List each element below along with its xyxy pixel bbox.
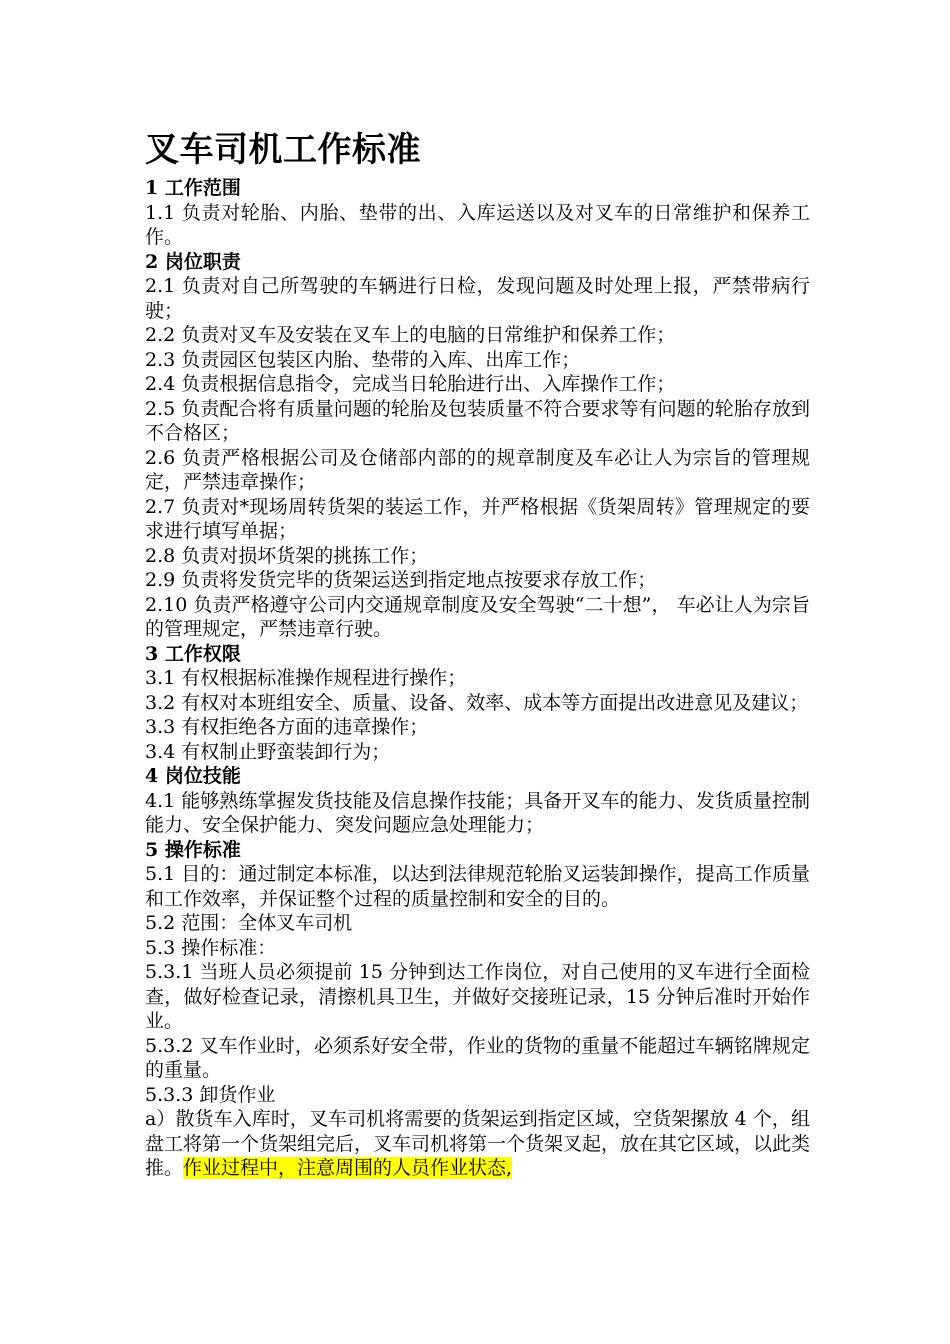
paragraph: 2.10 负责严格遵守公司内交通规章制度及安全驾驶“二十想”， 车必让人为宗旨的管理规定，严禁违章行驶。 <box>145 593 810 640</box>
paragraph: 5.1 目的：通过制定本标准，以达到法律规范轮胎叉运装卸操作，提高工作质量和工作效率，并保证整个过程的质量控制和安全的目的。 <box>145 863 810 910</box>
paragraph: 5.3 操作标准： <box>145 936 277 959</box>
highlighted-text: 作业过程中，注意周围的人员作业状态, <box>183 1157 513 1179</box>
section-heading: 3 工作权限 <box>145 642 241 665</box>
paragraph: 5.3.1 当班人员必须提前 15 分钟到达工作岗位，对自己使用的叉车进行全面检查，做好检查记录，清擦机具卫生，并做好交接班记录，15 分钟后准时开始作业。 <box>145 961 810 1032</box>
section-heading: 5 操作标准 <box>145 838 241 861</box>
paragraph: 2.9 负责将发货完毕的货架运送到指定地点按要求存放工作； <box>145 569 657 591</box>
section-heading: 2 岗位职责 <box>145 250 241 273</box>
paragraph-with-highlight <box>145 1107 810 1181</box>
paragraph: 2.7 负责对*现场周转货架的装运工作，并严格根据《货架周转》管理规定的要求进行填写单据； <box>145 495 810 542</box>
paragraph: 2.5 负责配合将有质量问题的轮胎及包装质量不符合要求等有问题的轮胎存放到不合格区； <box>145 397 810 444</box>
section-heading: 1 工作范围 <box>145 177 241 199</box>
section-heading: 4 岗位技能 <box>145 765 241 787</box>
paragraph: 2.4 负责根据信息指令，完成当日轮胎进行出、入库操作工作； <box>145 373 676 395</box>
document-page <box>145 128 810 1181</box>
paragraph: 1.1 负责对轮胎、内胎、垫带的出、入库运送以及对叉车的日常维护和保养工作。 <box>145 201 810 248</box>
paragraph: 2.8 负责对损坏货架的挑拣工作； <box>145 544 429 567</box>
paragraph: 3.3 有权拒绝各方面的违章操作； <box>145 716 429 738</box>
paragraph: 3.4 有权制止野蛮装卸行为； <box>145 740 391 763</box>
paragraph: 2.3 负责园区包装区内胎、垫带的入库、出库工作； <box>145 348 581 371</box>
paragraph: 2.1 负责对自己所驾驶的车辆进行日检，发现问题及时处理上报，严禁带病行驶； <box>145 275 810 322</box>
paragraph: 5.3.3 卸货作业 <box>145 1083 276 1106</box>
paragraph: 2.6 负责严格根据公司及仓储部内部的的规章制度及车必让人为宗旨的管理规定，严禁违章操作； <box>145 446 810 493</box>
paragraph: 3.2 有权对本班组安全、质量、设备、效率、成本等方面提出改进意见及建议； <box>145 691 809 714</box>
paragraph: 3.1 有权根据标准操作规程进行操作； <box>145 667 467 689</box>
paragraph-text: a）散货车入库时，叉车司机将需要的货架运到指定区域，空货架摞放 4 个，组盘工将第一个货架组完后，叉车司机将第一个货架叉起，放在其它区域，以此类推。 <box>145 1108 811 1179</box>
section-4 <box>145 764 810 838</box>
paragraph: 5.3.2 叉车作业时，必须系好安全带，作业的货物的重量不能超过车辆铭牌规定的重量。 <box>145 1034 810 1081</box>
paragraph: 4.1 能够熟练掌握发货技能及信息操作技能；具备开叉车的能力、发货质量控制能力、安全保护能力、突发问题应急处理能力； <box>145 789 810 836</box>
document-title: 叉车司机工作标准 <box>145 130 421 170</box>
section-1 <box>145 176 810 250</box>
paragraph: 2.2 负责对叉车及安装在叉车上的电脑的日常维护和保养工作； <box>145 324 676 346</box>
paragraph: 5.2 范围：全体叉车司机 <box>145 912 353 934</box>
section-2 <box>145 250 810 642</box>
section-5 <box>145 838 810 1181</box>
section-3 <box>145 642 810 765</box>
